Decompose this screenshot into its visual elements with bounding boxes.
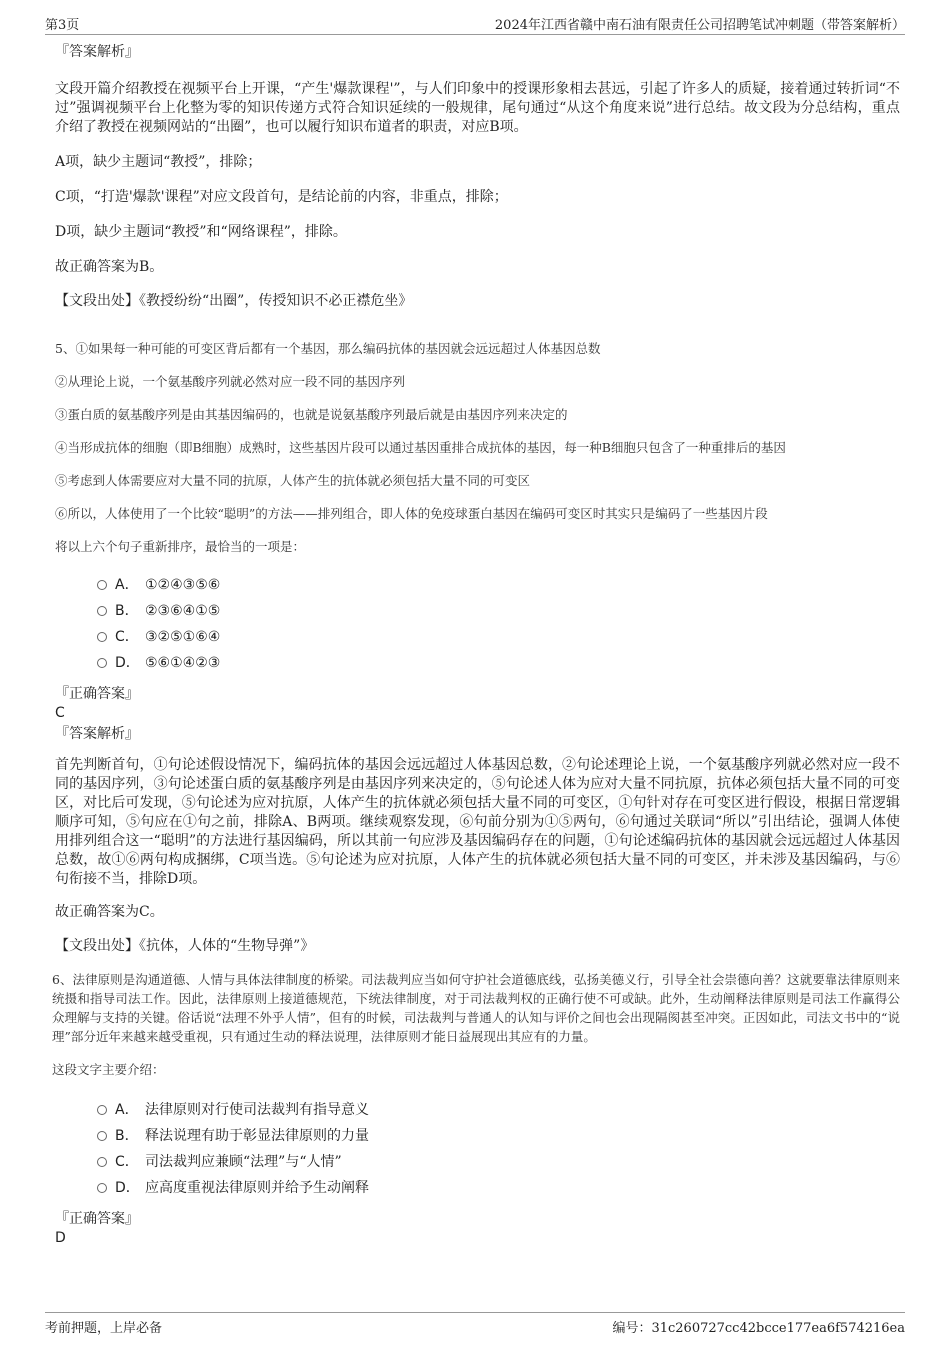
option-letter: A． bbox=[115, 577, 139, 593]
page-footer bbox=[45, 1312, 905, 1336]
q6-answer-label: 『正确答案』 bbox=[55, 1211, 139, 1227]
analysis-option-a: A项，缺少主题词“教授”，排除； bbox=[55, 154, 262, 170]
analysis-label: 『答案解析』 bbox=[55, 44, 139, 60]
option-letter: B． bbox=[115, 603, 139, 619]
option-letter: B． bbox=[115, 1128, 139, 1144]
page-content bbox=[52, 42, 900, 1247]
option-text: 应高度重视法律原则并给予生动阐释 bbox=[145, 1180, 369, 1196]
option-text: 法律原则对行使司法裁判有指导意义 bbox=[145, 1102, 369, 1118]
radio-icon[interactable] bbox=[97, 580, 107, 590]
option-text: 司法裁判应兼顾“法理”与“人情” bbox=[145, 1154, 342, 1170]
radio-icon[interactable] bbox=[97, 606, 107, 616]
radio-icon[interactable] bbox=[97, 1157, 107, 1167]
q5-question: 将以上六个句子重新排序，最恰当的一项是： bbox=[55, 539, 306, 554]
q5-sentence-4: ④当形成抗体的细胞（即B细胞）成熟时，这些基因片段可以通过基因重排合成抗体的基因，每一种B细胞只包含了一种重排后的基因 bbox=[55, 440, 786, 455]
q5-sentence-3: ③蛋白质的氨基酸序列是由其基因编码的，也就是说氨基酸序列最后就是由基因序列来决定的 bbox=[55, 407, 568, 422]
option-text: ①②④③⑤⑥ bbox=[145, 577, 221, 593]
option-letter: D． bbox=[115, 1180, 140, 1196]
option-text: ②③⑥④①⑤ bbox=[145, 603, 221, 619]
q5-sentence-2: ②从理论上说，一个氨基酸序列就必然对应一段不同的基因序列 bbox=[55, 374, 406, 389]
option-text: ③②⑤①⑥④ bbox=[145, 629, 221, 645]
option-text: ⑤⑥①④②③ bbox=[145, 655, 221, 671]
document-id: 编号：31c260727cc42bcce177ea6f574216ea bbox=[612, 1321, 905, 1336]
analysis-option-c: C项，“打造'爆款'课程”对应文段首句，是结论前的内容，非重点，排除； bbox=[55, 189, 508, 205]
q6-option-b[interactable] bbox=[97, 1123, 900, 1149]
q6-answer: D bbox=[55, 1230, 66, 1246]
page-header bbox=[45, 14, 905, 35]
q6-option-d[interactable] bbox=[97, 1175, 900, 1201]
q6-question: 这段文字主要介绍： bbox=[52, 1062, 165, 1077]
q5-sentence-1: 5、①如果每一种可能的可变区背后都有一个基因，那么编码抗体的基因就会远远超过人体基因总数 bbox=[55, 341, 601, 356]
q5-option-a[interactable] bbox=[97, 572, 900, 598]
q5-answer-label: 『正确答案』 bbox=[55, 686, 139, 702]
radio-icon[interactable] bbox=[97, 1105, 107, 1115]
q6-stem: 6、法律原则是沟通道德、人情与具体法律制度的桥梁。司法裁判应当如何守护社会道德底线，弘扬美德义行，引导全社会崇德向善？这就要靠法律原则来统摄和指导司法工作。因此，法律原则上接道德规范，下统法律制度，对于司法裁判权的正确行使不可或缺。此外，生动阐释法律原则是司法工作赢得公众理解与支持的关键。俗话说“法理不外乎人情”，但有的时候，司法裁判与普通人的认知与评价之间也会出现隔阂甚至冲突。正因如此，司法文书中的“说理”部分近年来越来越受重视，只有通过生动的释法说理，法律原则才能日益展现出其应有的力量。 bbox=[52, 972, 900, 1044]
q5-option-d[interactable] bbox=[97, 650, 900, 676]
radio-icon[interactable] bbox=[97, 658, 107, 668]
q5-answer: C bbox=[55, 705, 65, 721]
option-text: 释法说理有助于彰显法律原则的力量 bbox=[145, 1128, 369, 1144]
analysis-text: 文段开篇介绍教授在视频平台上开课，“产生'爆款课程'”，与人们印象中的授课形象相去甚远，引起了许多人的质疑，接着通过转折词“不过”强调视频平台上化整为零的知识传递方式符合知识延续的一般规律，尾句通过“从这个角度来说”进行总结。故文段为分总结构，重点介绍了教授在视频网站的“出圈”，也可以履行知识布道者的职责，对应B项。 bbox=[55, 81, 900, 135]
q5-analysis-label: 『答案解析』 bbox=[55, 726, 139, 742]
radio-icon[interactable] bbox=[97, 632, 107, 642]
q6-option-a[interactable] bbox=[97, 1097, 900, 1123]
document-title: 2024年江西省赣中南石油有限责任公司招聘笔试冲刺题（带答案解析） bbox=[494, 18, 905, 33]
analysis-option-d: D项，缺少主题词“教授”和“网络课程”，排除。 bbox=[55, 224, 347, 240]
q5-options bbox=[55, 572, 900, 676]
q5-option-b[interactable] bbox=[97, 598, 900, 624]
option-letter: C． bbox=[115, 629, 139, 645]
radio-icon[interactable] bbox=[97, 1131, 107, 1141]
option-letter: D． bbox=[115, 655, 140, 671]
footer-slogan: 考前押题，上岸必备 bbox=[45, 1321, 163, 1336]
option-letter: A． bbox=[115, 1102, 139, 1118]
q6-option-c[interactable] bbox=[97, 1149, 900, 1175]
q5-option-c[interactable] bbox=[97, 624, 900, 650]
q5-analysis-text: 首先判断首句，①句论述假设情况下，编码抗体的基因会远远超过人体基因总数，②句论述理论上说，一个氨基酸序列就必然对应一段不同的基因序列，③句论述蛋白质的氨基酸序列是由基因序列来决定的，⑤句论述人体为应对大量不同抗原，抗体必须包括大量不同的可变区，对比后可发现，⑤句论述为应对抗原，人体产生的抗体就必须包括大量不同的可变区，①句针对存在可变区进行假设，根据日常逻辑顺序可知，⑤句应在①句之前，排除A、B两项。继续观察发现，⑥句前分别为①⑤两句，⑥句通过关联词“所以”引出结论，强调人体使用排列组合这一“聪明”的方法进行基因编码，所以其前一句应涉及基因编码存在的问题，①句论述编码抗体的基因就会远远超过人体基因总数，故①⑥两句构成捆绑，C项当选。⑤句论述为应对抗原，人体产生的抗体就必须包括大量不同的可变区，并未涉及基因编码，与⑥句衔接不当，排除D项。 bbox=[55, 757, 900, 887]
radio-icon[interactable] bbox=[97, 1183, 107, 1193]
q5-sentence-6: ⑥所以，人体使用了一个比较“聪明”的方法——排列组合，即人体的免疫球蛋白基因在编码可变区时其实只是编码了一些基因片段 bbox=[55, 506, 768, 521]
q5-conclusion: 故正确答案为C。 bbox=[55, 904, 164, 920]
page-number: 第3页 bbox=[45, 18, 80, 33]
q5-source: 【文段出处】《抗体，人体的“生物导弹”》 bbox=[55, 938, 315, 954]
option-letter: C． bbox=[115, 1154, 139, 1170]
passage-source: 【文段出处】《教授纷纷“出圈”，传授知识不必正襟危坐》 bbox=[55, 293, 413, 309]
analysis-conclusion: 故正确答案为B。 bbox=[55, 259, 164, 275]
q6-options bbox=[55, 1097, 900, 1201]
q5-sentence-5: ⑤考虑到人体需要应对大量不同的抗原，人体产生的抗体就必须包括大量不同的可变区 bbox=[55, 473, 531, 488]
